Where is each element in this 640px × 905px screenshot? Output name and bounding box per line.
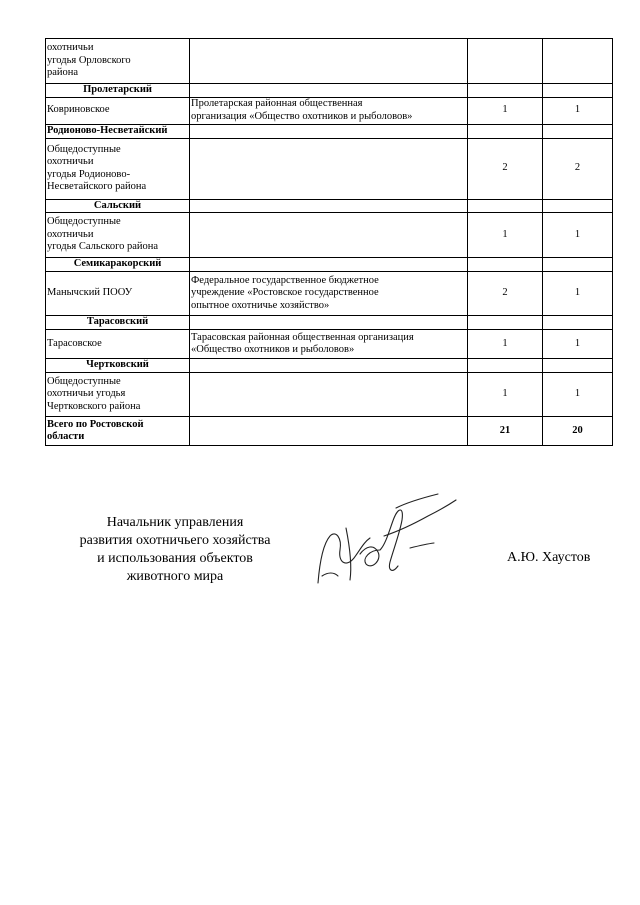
table-body [46, 39, 613, 446]
count-cell-2: 1 [543, 373, 613, 417]
table-row [46, 138, 613, 199]
organization-cell: Пролетарская районная общественная организация «Общество охотников и рыболовов» [190, 97, 468, 124]
district-name: Пролетарский [46, 84, 190, 98]
count-cell-1: 2 [468, 272, 543, 316]
district-name: Чертковский [46, 359, 190, 373]
count-cell-1: 1 [468, 330, 543, 359]
position-line: развития охотничьего хозяйства [79, 533, 271, 548]
ground-name-cell: Общедоступные охотничьи угодья Родионово- Несветайского района [46, 138, 190, 199]
district-name: Семикаракорский [46, 258, 190, 272]
count-cell-1 [468, 39, 543, 84]
district-row [46, 124, 613, 138]
district-row [46, 84, 613, 98]
district-name: Сальский [46, 199, 190, 213]
table-row [46, 373, 613, 417]
total-count-1: 21 [468, 417, 543, 446]
count-cell-2 [543, 39, 613, 84]
ground-name-cell: Манычский ПООУ [46, 272, 190, 316]
ground-name-cell: Ковриновское [46, 97, 190, 124]
ground-name-cell: Общедоступные охотничьи угодья Чертковского района [46, 373, 190, 417]
count-cell-2: 1 [543, 213, 613, 258]
district-row [46, 258, 613, 272]
total-count-2: 20 [543, 417, 613, 446]
district-row [46, 316, 613, 330]
organization-cell: Федеральное государственное бюджетное учреждение «Ростовское государственное опытное охотничье хозяйство» [190, 272, 468, 316]
organization-cell [190, 373, 468, 417]
table-row [46, 330, 613, 359]
organization-cell [190, 213, 468, 258]
total-row [46, 417, 613, 446]
table-row [46, 213, 613, 258]
table-row [46, 97, 613, 124]
organization-cell: Тарасовская районная общественная организация «Общество охотников и рыболовов» [190, 330, 468, 359]
count-cell-2: 1 [543, 97, 613, 124]
district-name: Тарасовский [46, 316, 190, 330]
organization-cell [190, 39, 468, 84]
handwritten-signature [300, 488, 460, 598]
district-row [46, 199, 613, 213]
hunting-grounds-table [45, 38, 613, 446]
position-line: и использования объектов [97, 551, 253, 566]
ground-name-cell: Тарасовское [46, 330, 190, 359]
district-row [46, 359, 613, 373]
count-cell-2: 1 [543, 272, 613, 316]
count-cell-2: 1 [543, 330, 613, 359]
count-cell-1: 1 [468, 373, 543, 417]
table-row [46, 39, 613, 84]
count-cell-2: 2 [543, 138, 613, 199]
position-line: животного мира [126, 569, 224, 584]
organization-cell [190, 138, 468, 199]
ground-name-cell: Общедоступные охотничьи угодья Сальского района [46, 213, 190, 258]
organization-cell [190, 417, 468, 446]
position-line: Начальник управления [106, 515, 244, 530]
total-label: Всего по Ростовской области [46, 417, 190, 446]
ground-name-cell: охотничьи угодья Орловского района [46, 39, 190, 84]
district-name: Родионово-Несветайский [46, 124, 190, 138]
count-cell-1: 1 [468, 213, 543, 258]
count-cell-1: 2 [468, 138, 543, 199]
table-row [46, 272, 613, 316]
signatory-name: А.Ю. Хаустов [507, 550, 591, 565]
count-cell-1: 1 [468, 97, 543, 124]
signatory-position [60, 514, 290, 586]
